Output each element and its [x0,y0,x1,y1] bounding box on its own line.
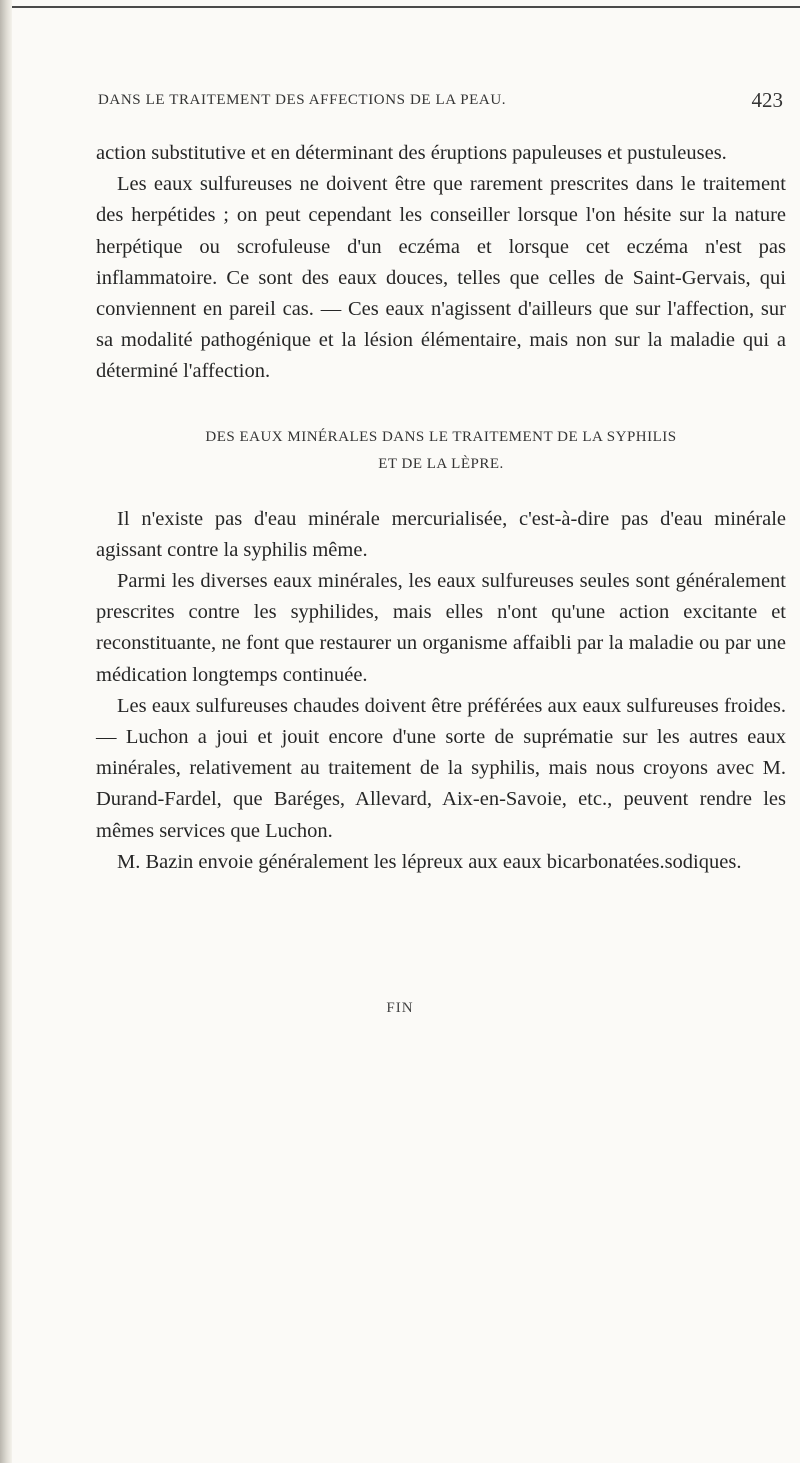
running-head: DANS LE TRAITEMENT DES AFFECTIONS DE LA PEAU. [98,92,507,108]
book-spine-shadow [0,0,12,1463]
paragraph: Parmi les diverses eaux minérales, les eaux sulfureuses seules sont généralement prescrites contre les syphilides, mais elles n'ont qu'une action excitante et reconstituante, ne font que restaurer un organisme affaibli par la maladie ou par une médication longtemps continuée. [96,570,786,686]
paragraph: Les eaux sulfureuses chaudes doivent être préférées aux eaux sulfureuses froides. — Luchon a joui et jouit encore d'une sorte de suprématie sur les autres eaux minérales, relativement au traitement de la syphilis, mais nous croyons avec M. Durand-Fardel, que Baréges, Allevard, Aix-en-Savoie, etc., peuvent rendre les mêmes services que Luchon. [96,694,786,842]
paragraph: Il n'existe pas d'eau minérale mercurialisée, c'est-à-dire pas d'eau minérale agissant contre la syphilis même. [96,507,786,561]
section-heading-line: ET DE LA LÈPRE. [378,455,504,472]
paragraph: Les eaux sulfureuses ne doivent être que rarement prescrites dans le traitement des herpétides ; on peut cependant les conseiller lorsque l'on hésite sur la nature herpétique ou scrofuleuse d'un eczéma et lorsque cet eczéma n'est pas inflammatoire. Ce sont des eaux douces, telles que celles de Saint-Gervais, qui conviennent en pareil cas. — Ces eaux n'agissent d'ailleurs que sur l'affection, sur sa modalité pathogénique et la lésion élémentaire, mais non sur la maladie qui a déterminé l'affection. [96,173,786,383]
page-number: 423 [751,88,783,112]
paragraph: action substitutive et en déterminant des éruptions papuleuses et pustuleuses. [96,142,727,164]
section-heading [96,424,786,478]
end-mark: FIN [386,1000,414,1016]
body-text [96,138,786,878]
paragraph: M. Bazin envoie généralement les lépreux aux eaux bicarbonatées.sodiques. [117,850,742,873]
page-header [98,88,783,118]
section-heading-line: DES EAUX MINÉRALES DANS LE TRAITEMENT DE LA SYPHILIS [205,428,677,445]
top-edge-rule [12,6,800,8]
